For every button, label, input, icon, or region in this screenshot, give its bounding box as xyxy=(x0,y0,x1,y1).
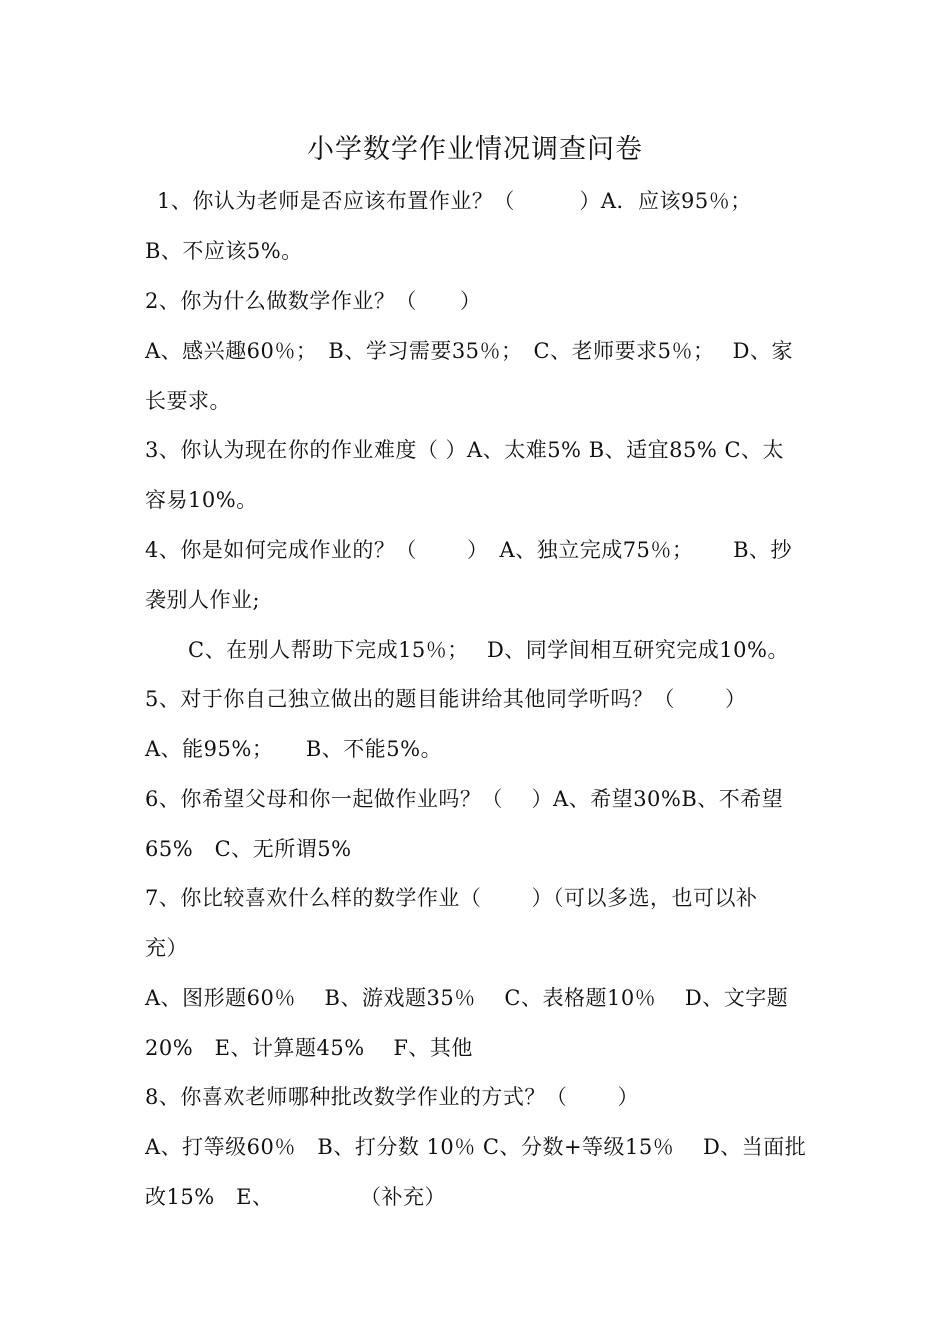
question-7-line-2: 充） xyxy=(145,936,188,960)
question-1-line-1: 1、你认为老师是否应该布置作业？（ ）A．应该95％； xyxy=(157,189,752,213)
question-4-line-1: 4、你是如何完成作业的？（ ） A、独立完成75％； B、抄 xyxy=(145,538,793,562)
question-5-line-2: A、能95%； B、不能5%。 xyxy=(145,737,443,761)
question-2-line-2: A、感兴趣60％； B、学习需要35％； C、老师要求5％； D、家 xyxy=(145,339,793,363)
question-7-line-1: 7、你比较喜欢什么样的数学作业（ ）（可以多选，也可以补 xyxy=(145,886,758,910)
question-4-line-3: C、在别人帮助下完成15％； D、同学间相互研究完成10%。 xyxy=(188,638,789,662)
question-5-line-1: 5、对于你自己独立做出的题目能讲给其他同学听吗？（ ） xyxy=(145,687,747,711)
question-1-line-2: B、不应该5%。 xyxy=(145,239,303,263)
question-4-line-2: 袭别人作业; xyxy=(145,588,261,612)
question-8-line-1: 8、你喜欢老师哪种批改数学作业的方式？（ ） xyxy=(145,1085,640,1109)
question-3-line-1: 3、你认为现在你的作业难度（ ）A、太难5% B、适宜85% C、太 xyxy=(145,438,785,462)
question-7-line-3: A、图形题60％ B、游戏题35％ C、表格题10％ D、文字题 xyxy=(145,986,789,1010)
question-8-line-2: A、打等级60％ B、打分数 10％ C、分数+等级15％ D、当面批 xyxy=(145,1135,807,1159)
question-2-line-1: 2、你为什么做数学作业？（ ） xyxy=(145,289,482,313)
question-8-line-3: 改15% E、 （补充） xyxy=(145,1185,447,1209)
question-6-line-2: 65% C、无所谓5% xyxy=(145,837,352,861)
question-3-line-2: 容易10%。 xyxy=(145,488,258,512)
question-7-line-4: 20% E、计算题45% F、其他 xyxy=(145,1036,473,1060)
question-2-line-3: 长要求。 xyxy=(145,389,231,413)
question-6-line-1: 6、你希望父母和你一起做作业吗？（ ）A、希望30%B、不希望 xyxy=(145,787,784,811)
page-title: 小学数学作业情况调查问卷 xyxy=(307,134,643,165)
